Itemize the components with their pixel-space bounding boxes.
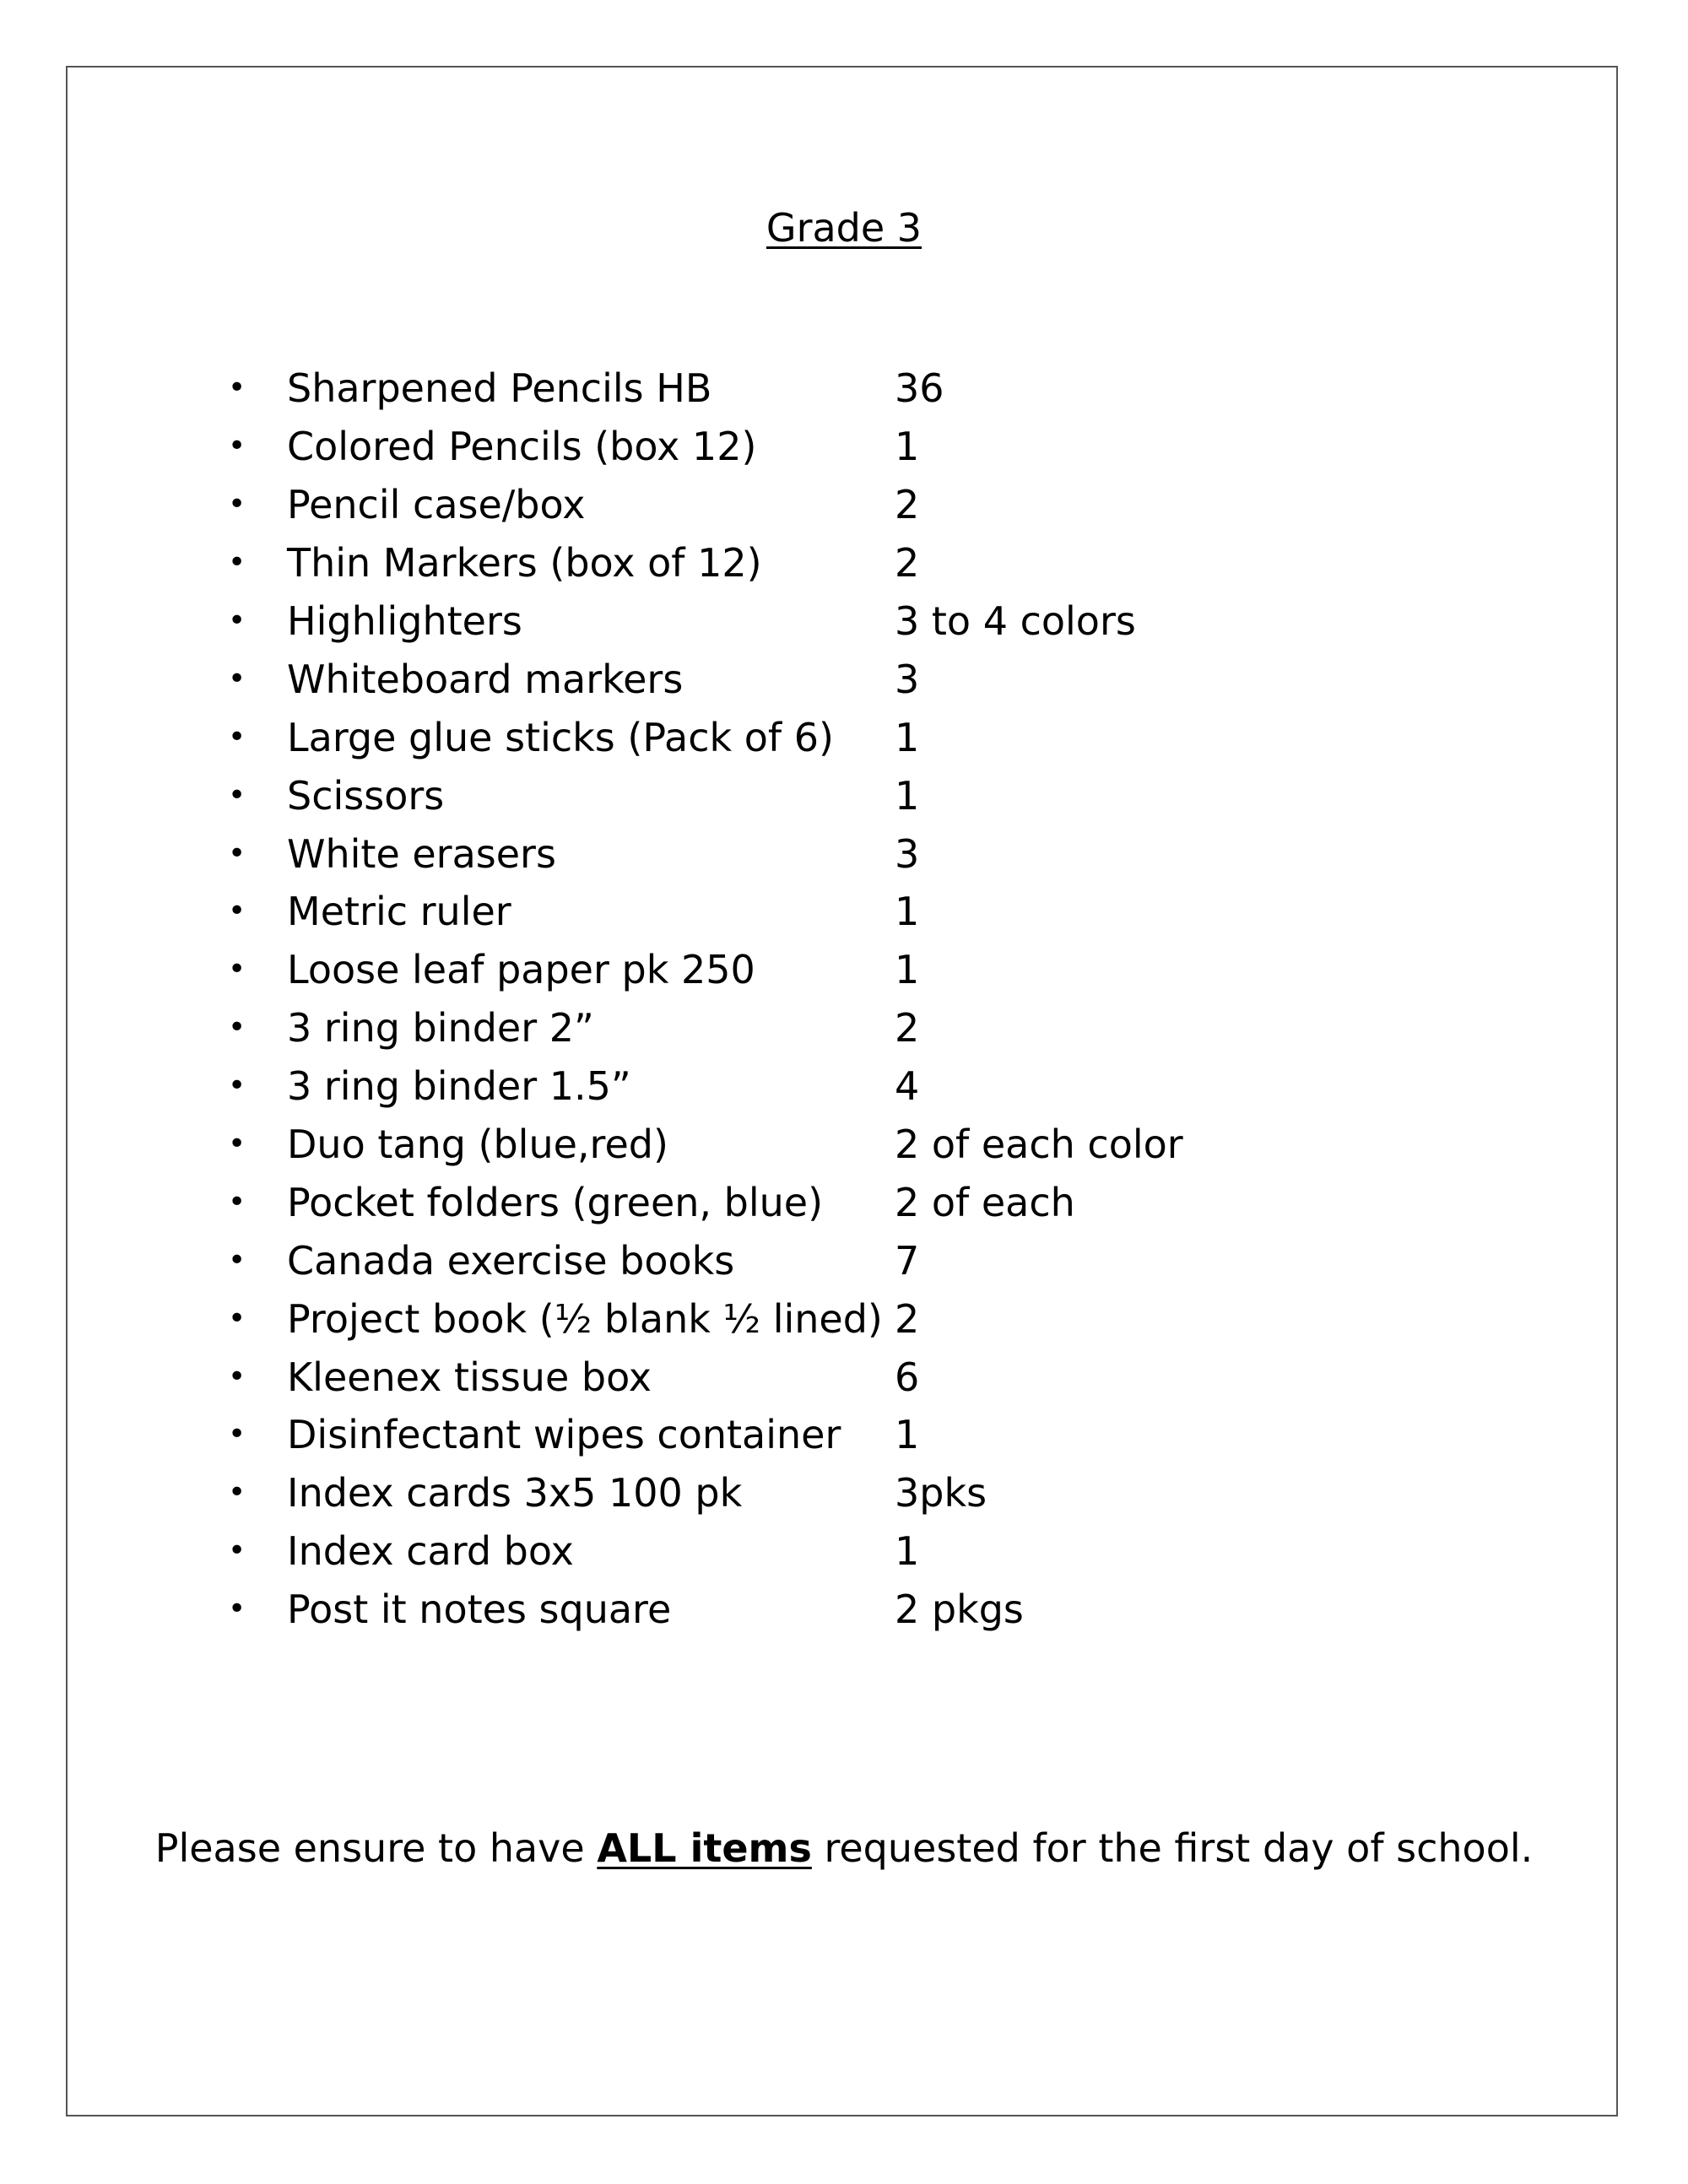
list-item [228,1057,1494,1116]
item-name: Index card box [287,1528,574,1575]
bullet-icon: • [228,894,246,929]
item-quantity: 3pks [895,1470,987,1516]
list-item [228,1116,1494,1174]
item-name: Highlighters [287,598,522,644]
list-item [228,418,1494,476]
item-quantity: 2 pkgs [895,1587,1024,1633]
bullet-icon: • [228,370,246,406]
page-title-text: Grade 3 [766,205,922,251]
item-name: Sharpened Pencils HB [287,365,712,412]
item-quantity: 36 [895,365,944,412]
item-quantity: 3 to 4 colors [895,598,1136,644]
list-item [228,476,1494,534]
bullet-icon: • [228,777,246,813]
list-item [228,766,1494,824]
item-quantity: 1 [895,714,920,760]
bullet-icon: • [228,719,246,754]
item-name: Scissors [287,772,445,819]
item-name: Thin Markers (box of 12) [287,540,762,587]
bullet-icon: • [228,1475,246,1511]
bullet-icon: • [228,1592,246,1627]
item-name: 3 ring binder 1.5” [287,1063,631,1110]
item-name: Whiteboard markers [287,656,684,702]
item-quantity: 1 [895,947,920,993]
list-item [228,1464,1494,1522]
item-quantity: 2 [895,1295,920,1342]
item-name: Pocket folders (green, blue) [287,1179,824,1225]
item-quantity: 1 [895,889,920,935]
bullet-icon: • [228,661,246,696]
bullet-icon: • [228,1242,246,1278]
list-item [228,1231,1494,1289]
item-name: Colored Pencils (box 12) [287,424,757,470]
bullet-icon: • [228,1010,246,1046]
item-name: Index cards 3x5 100 pk [287,1470,743,1516]
list-item [228,1522,1494,1581]
item-name: Large glue sticks (Pack of 6) [287,714,834,760]
bullet-icon: • [228,1359,246,1394]
list-item [228,708,1494,766]
item-name: Metric ruler [287,889,511,935]
bullet-icon: • [228,835,246,871]
footer-text-before: Please ensure to have [154,1825,598,1871]
list-item [228,534,1494,592]
bullet-icon: • [228,487,246,522]
item-name: White erasers [287,830,556,877]
item-quantity: 6 [895,1354,920,1400]
bullet-icon: • [228,603,246,638]
bullet-icon: • [228,1068,246,1104]
bullet-icon: • [228,545,246,581]
list-item [228,1406,1494,1464]
item-quantity: 1 [895,424,920,470]
item-name: Project book (½ blank ½ lined) [287,1295,883,1342]
item-name: Pencil case/box [287,482,586,528]
item-quantity: 7 [895,1237,920,1284]
list-item [228,592,1494,651]
supply-list [228,359,1494,1639]
list-item [228,999,1494,1057]
item-quantity: 2 of each [895,1179,1075,1225]
bullet-icon: • [228,1300,246,1336]
item-quantity: 1 [895,772,920,819]
item-name: Kleenex tissue box [287,1354,652,1400]
list-item [228,650,1494,708]
item-name: Duo tang (blue,red) [287,1122,668,1168]
bullet-icon: • [228,952,246,987]
item-name: Canada exercise books [287,1237,735,1284]
bullet-icon: • [228,429,246,464]
bullet-icon: • [228,1127,246,1162]
bullet-icon: • [228,1184,246,1219]
item-quantity: 4 [895,1063,920,1110]
item-quantity: 3 [895,830,920,877]
footer-emphasis: ALL items [597,1825,812,1871]
list-item [228,1173,1494,1231]
item-quantity: 2 [895,1005,920,1051]
item-quantity: 2 [895,540,920,587]
list-item [228,824,1494,883]
item-name: Disinfectant wipes container [287,1412,841,1458]
list-item [228,359,1494,418]
footer-text-after: requested for the first day of school. [811,1825,1534,1871]
item-quantity: 2 [895,482,920,528]
item-name: Post it notes square [287,1587,672,1633]
footer-note [0,1823,1688,1873]
list-item [228,941,1494,999]
item-name: 3 ring binder 2” [287,1005,594,1051]
list-item [228,883,1494,941]
item-quantity: 2 of each color [895,1122,1183,1168]
list-item [228,1289,1494,1348]
list-item [228,1581,1494,1639]
list-item [228,1348,1494,1406]
item-quantity: 1 [895,1412,920,1458]
page-title [0,203,1688,253]
item-quantity: 3 [895,656,920,702]
item-name: Loose leaf paper pk 250 [287,947,755,993]
item-quantity: 1 [895,1528,920,1575]
bullet-icon: • [228,1417,246,1452]
bullet-icon: • [228,1533,246,1569]
